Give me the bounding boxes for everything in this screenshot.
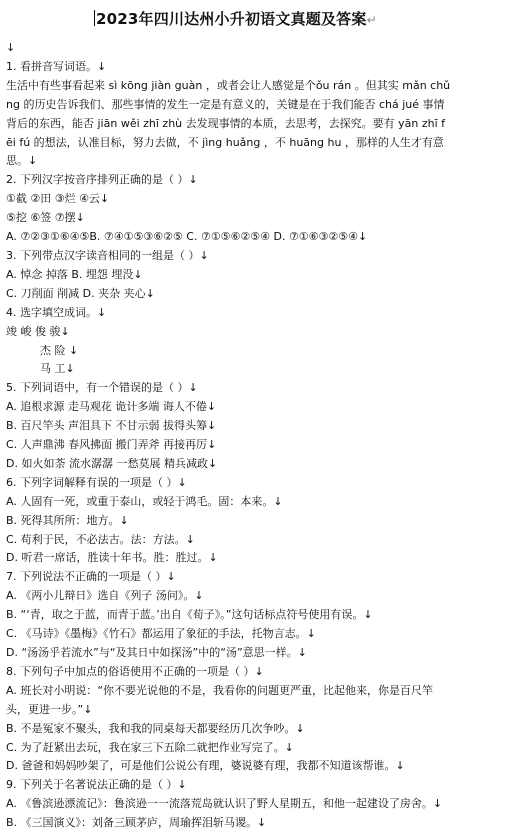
body-line: D. “汤汤乎若流水”与“及其日中如探汤”中的“汤”意思一样。↓ xyxy=(6,646,307,659)
body-line: B. 《三国演义》：刘备三顾茅庐，周瑜挥泪斩马谡。↓ xyxy=(6,816,267,830)
body-line: 杰 险 ↓ xyxy=(40,343,79,357)
text-cursor xyxy=(94,10,95,26)
question-4: 4. 选字填空成词。↓ xyxy=(6,305,107,319)
question-6: 6. 下列字词解释有误的一项是（ ）↓ xyxy=(6,475,187,489)
body-line: ēi fú 的想法，认准目标，努力去做，不 jìng huǎng ，不 huāng hu ，那样的人生才有意 xyxy=(6,135,444,149)
body-line: C. 刀削面 削减 D. 夹杂 夹心↓ xyxy=(6,286,155,300)
question-9: 9. 下列关于名著说法正确的是（ ）↓ xyxy=(6,778,187,792)
body-line: ⑤挖 ⑥签 ⑦摆↓ xyxy=(6,211,85,225)
body-line: A. 人固有一死，或重于泰山，或轻于鸿毛。固：本来。↓ xyxy=(6,494,283,508)
body-line: D. 如火如荼 流水潺潺 一愁莫展 精兵减政↓ xyxy=(6,456,218,470)
body-line: D. 爸爸和妈妈吵架了，可是他们公说公有理，婆说婆有理，我都不知道该帮谁。↓ xyxy=(6,759,405,773)
question-1: 1. 看拼音写词语。↓ xyxy=(6,59,107,73)
body-line: A. 《两小儿辩日》选自《列子 汤问》。↓ xyxy=(6,589,204,603)
body-line: 思。↓ xyxy=(6,154,38,168)
body-line: A. 班长对小明说：“你不要光说他的不是，我看你的问题更严重，比起他来，你是百尺竿 xyxy=(6,683,434,697)
body-line: A. 《鲁滨逊漂流记》：鲁滨逊一一流落荒岛就认识了野人星期五，和他一起建设了房舍。↓ xyxy=(6,797,443,811)
body-line: ①截 ②田 ③烂 ④云↓ xyxy=(6,192,110,206)
question-3: 3. 下列带点汉字读音相同的一组是（ ）↓ xyxy=(6,248,209,262)
body-line: B. 死得其所所：地方。↓ xyxy=(6,513,129,527)
document-body xyxy=(6,39,506,833)
title-text: 2023年四川达州小升初语文真题及答案 xyxy=(96,10,367,28)
body-line: 马 工↓ xyxy=(40,362,75,376)
body-line: C. 苟利于民，不必法古。法：方法。↓ xyxy=(6,532,195,546)
question-5: 5. 下列词语中，有一个错误的是（ ）↓ xyxy=(6,381,198,395)
body-line: D. 听君一席话，胜读十年书。胜：胜过。↓ xyxy=(6,551,218,565)
body-line: C. 《马诗》《墨梅》《竹石》都运用了象征的手法，托物言志。↓ xyxy=(6,627,316,641)
document-page xyxy=(0,8,512,830)
body-line: B. “‘青，取之于蓝，而青于蓝。’出自《荀子》。”这句话标点符号使用有误。↓ xyxy=(6,608,373,622)
body-line: A. 悼念 掉落 B. 埋怨 埋没↓ xyxy=(6,267,143,281)
body-line: B. 百尺竿头 声泪具下 不甘示弱 拔得头筹↓ xyxy=(6,419,217,433)
document-title xyxy=(6,8,506,31)
paragraph-mark-icon: ↵ xyxy=(366,13,377,27)
body-line: 竣 峻 俊 骏↓ xyxy=(6,324,70,338)
body-line: A. 追根求源 走马观花 诡计多端 诲人不倦↓ xyxy=(6,400,217,414)
body-line: 头，更进一步。”↓ xyxy=(6,702,93,716)
body-line: C. 人声鼎沸 春风拂面 搬门弄斧 再接再厉↓ xyxy=(6,438,217,452)
question-2: 2. 下列汉字按音序排列正确的是（ ）↓ xyxy=(6,173,198,187)
body-line: B. 不是冤家不聚头，我和我的同桌每天都要经历几次争吵。↓ xyxy=(6,721,305,735)
question-8: 8. 下列句子中加点的俗语使用不正确的一项是（ ）↓ xyxy=(6,664,264,678)
body-line: C. 为了赶紧出去玩，我在家三下五除二就把作业写完了。↓ xyxy=(6,740,294,754)
body-line: ng 的历史告诉我们、那些事情的发生一定是有意义的，关键是在于我们能否 chá jué 事情 xyxy=(6,97,445,111)
body-line: ↓ xyxy=(6,41,16,54)
body-line: A. ⑦②③①⑥④⑤B. ⑦④①⑤③⑥②⑤ C. ⑦①⑤⑥②⑤④ D. ⑦①⑥③②⑤④↓ xyxy=(6,230,368,244)
body-line: 背后的东西，能否 jiān wěi zhī zhù 去发现事情的本质，去思考，去探究。要有 yān zhī f xyxy=(6,116,446,130)
body-line: 生活中有些事看起来 sì kōng jiàn guàn ，或者会让人感觉是个ǒu rán 。但其实 mǎn chǔ xyxy=(6,78,451,92)
question-7: 7. 下列说法不正确的一项是（ ）↓ xyxy=(6,570,176,584)
